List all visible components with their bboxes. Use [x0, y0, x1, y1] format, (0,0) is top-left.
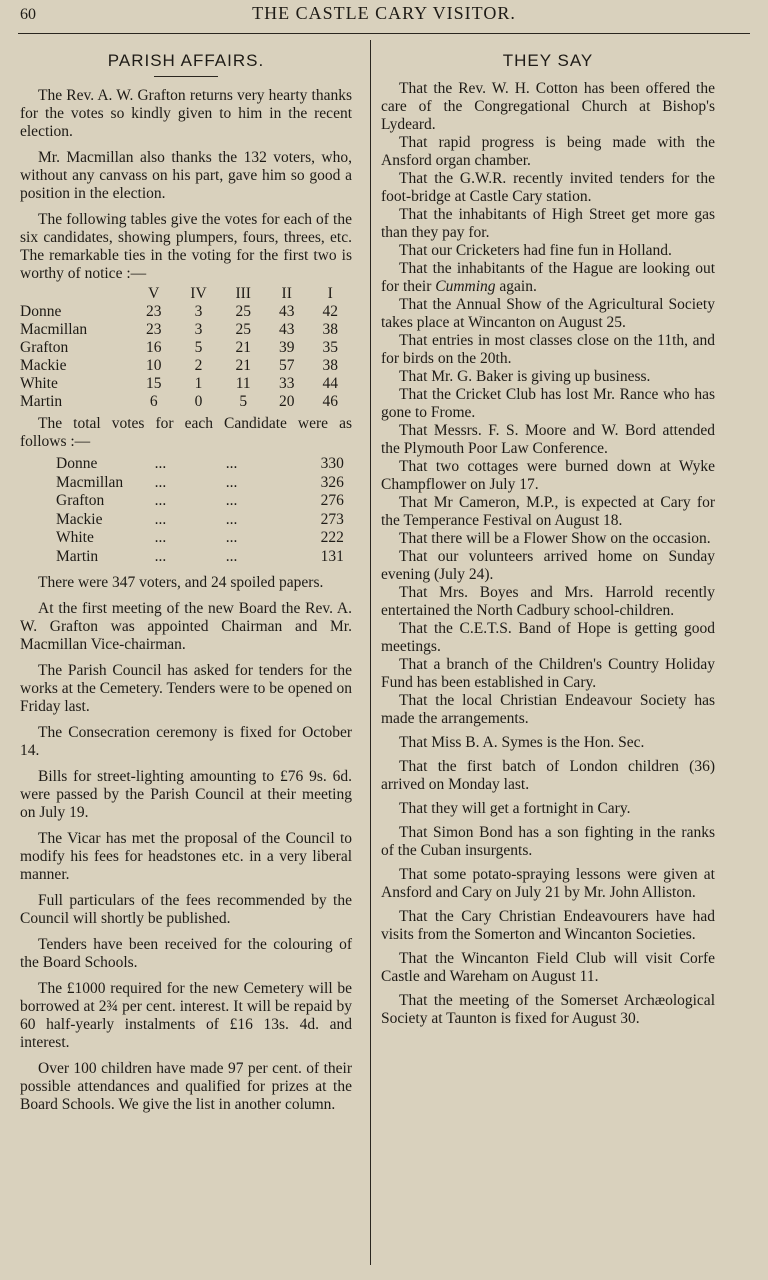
candidate-name: Macmillan	[20, 321, 88, 338]
candidate-name: Grafton	[56, 492, 105, 509]
votes-table	[20, 285, 352, 411]
paragraph: Bills for street-lighting amounting to £76 9s. 6d. were passed by the Parish Council at their meeting on July 19.	[20, 768, 352, 821]
they-say-item: That the Wincanton Field Club will visit Corfe Castle and Wareham on August 11.	[381, 950, 715, 985]
they-say-item: That a branch of the Children's Country Holiday Fund has been established in Cary.	[381, 656, 715, 691]
parish-affairs-column	[20, 48, 352, 1122]
total-votes: 330	[320, 455, 344, 472]
they-say-item: That there will be a Flower Show on the occasion.	[399, 530, 711, 547]
they-say-item: That Simon Bond has a son fighting in the ranks of the Cuban insurgents.	[381, 824, 715, 859]
vote-count: 43	[278, 303, 295, 320]
they-say-item: That Mrs. Boyes and Mrs. Harrold recently entertained the North Cadbury school-children.	[381, 584, 715, 619]
vote-count: 21	[235, 339, 251, 356]
total-votes: 326	[320, 473, 344, 491]
paragraph: Tenders have been received for the colouring of the Board Schools.	[20, 936, 352, 971]
they-say-item: That Mr Cameron, M.P., is expected at Cary for the Temperance Festival on August 18.	[381, 494, 715, 529]
paragraph: The Rev. A. W. Grafton returns very hearty thanks for the votes so kindly given to him in the recent election.	[20, 87, 352, 140]
total-row	[56, 474, 352, 493]
they-say-item: That they will get a fortnight in Cary.	[399, 800, 631, 817]
they-say-item: That our Cricketers had fine fun in Holland.	[399, 242, 672, 259]
leader-dots: ...	[154, 473, 167, 491]
leader-dots: ...	[154, 455, 167, 472]
leader-dots: ...	[154, 529, 167, 546]
leader-dots: ...	[154, 547, 167, 565]
totals-list	[56, 455, 352, 566]
total-votes: 222	[320, 529, 344, 546]
item-italic-text: Cumming	[435, 278, 496, 295]
paragraph: There were 347 voters, and 24 spoiled papers.	[38, 574, 324, 591]
vote-count: 11	[235, 375, 251, 392]
candidate-name: Martin	[56, 547, 99, 565]
leader-dots: ...	[225, 510, 238, 528]
vote-count: 35	[322, 339, 338, 356]
total-votes: 131	[320, 547, 344, 565]
they-say-item: That entries in most classes close on the 11th, and for birds on the 20th.	[381, 332, 715, 367]
candidate-name: Grafton	[20, 339, 69, 356]
header-rule	[18, 33, 750, 34]
they-say-item: That the local Christian Endeavour Society has made the arrangements.	[381, 692, 715, 727]
paragraph: The Parish Council has asked for tenders for the works at the Cemetery. Tenders were to be opened on Friday last.	[20, 662, 352, 715]
total-votes: 273	[320, 510, 344, 528]
they-say-heading: THEY SAY	[502, 51, 594, 70]
paragraph: Over 100 children have made 97 per cent. of their possible attendances and qualified for prizes at the Board Schools. We give the list in another column.	[20, 1060, 352, 1113]
they-say-item: That the C.E.T.S. Band of Hope is getting good meetings.	[381, 620, 715, 655]
paragraph: The £1000 required for the new Cemetery will be borrowed at 2¾ per cent. interest. It will be repaid by 60 half-yearly instalments of £16 13s. 4d. and interest.	[20, 980, 352, 1051]
votes-row	[20, 393, 352, 411]
column-header: V	[148, 285, 160, 302]
total-row	[56, 455, 352, 474]
they-say-column	[381, 48, 715, 1028]
they-say-item: That our volunteers arrived home on Sunday evening (July 24).	[381, 548, 715, 583]
vote-count: 5	[194, 339, 203, 356]
they-say-item: That the first batch of London children (36) arrived on Monday last.	[381, 758, 715, 793]
vote-count: 2	[194, 357, 203, 374]
publication-title: THE CASTLE CARY VISITOR.	[252, 3, 516, 23]
candidate-name: Mackie	[20, 357, 67, 374]
page-header	[0, 0, 768, 40]
page-number: 60	[20, 6, 36, 23]
they-say-item: That the Cary Christian Endeavourers have had visits from the Somerton and Wincanton Societies.	[381, 908, 715, 943]
leader-dots: ...	[154, 492, 167, 509]
candidate-name: Donne	[56, 455, 98, 472]
leader-dots: ...	[225, 473, 238, 491]
vote-count: 46	[322, 393, 338, 410]
paragraph: The Consecration ceremony is fixed for October 14.	[20, 724, 352, 759]
leader-dots: ...	[225, 529, 238, 546]
vote-count: 44	[322, 375, 338, 392]
candidate-name: White	[20, 375, 58, 392]
vote-count: 1	[194, 375, 203, 392]
vote-count: 57	[278, 357, 295, 374]
parish-affairs-heading: PARISH AFFAIRS.	[107, 51, 265, 70]
leader-dots: ...	[225, 547, 238, 565]
vote-count: 6	[149, 393, 158, 410]
votes-row	[20, 321, 352, 339]
total-row	[56, 529, 352, 548]
vote-count: 20	[278, 393, 295, 410]
they-say-item: That the Rev. W. H. Cotton has been offered the care of the Congregational Church at Bishop's Lydeard.	[381, 80, 715, 133]
they-say-item: That the Cricket Club has lost Mr. Rance who has gone to Frome.	[381, 386, 715, 421]
they-say-item: That rapid progress is being made with the Ansford organ chamber.	[381, 134, 715, 169]
vote-count: 25	[235, 321, 251, 338]
vote-count: 42	[322, 303, 338, 320]
candidate-name: Macmillan	[56, 473, 124, 491]
item-text: again.	[495, 278, 537, 295]
column-header: II	[281, 285, 292, 302]
column-header: III	[235, 285, 251, 302]
they-say-item	[381, 260, 715, 296]
candidate-name: Martin	[20, 393, 63, 410]
they-say-item: That the Annual Show of the Agricultural Society takes place at Wincanton on August 25.	[381, 296, 715, 331]
candidate-name: White	[56, 529, 94, 546]
vote-count: 5	[239, 393, 248, 410]
they-say-item: That Miss B. A. Symes is the Hon. Sec.	[399, 734, 645, 751]
votes-row	[20, 303, 352, 321]
they-say-item: That the inhabitants of High Street get more gas than they pay for.	[381, 206, 715, 241]
votes-row	[20, 375, 352, 393]
vote-count: 33	[278, 375, 295, 392]
vote-count: 0	[194, 393, 203, 410]
paragraph: The following tables give the votes for each of the six candidates, showing plumpers, fours, threes, etc. The remarkable ties in the voting for the first two is worthy of notice :—	[20, 211, 352, 282]
they-say-item: That the meeting of the Somerset Archæological Society at Taunton is fixed for August 30.	[381, 992, 715, 1027]
they-say-item: That Messrs. F. S. Moore and W. Bord attended the Plymouth Poor Law Conference.	[381, 422, 715, 457]
they-say-item: That Mr. G. Baker is giving up business.	[399, 368, 651, 385]
vote-count: 23	[146, 321, 162, 338]
vote-count: 38	[322, 357, 338, 374]
votes-header-row	[20, 285, 352, 303]
paragraph: At the first meeting of the new Board the Rev. A. W. Grafton was appointed Chairman and Mr. Macmillan Vice-chairman.	[20, 600, 352, 653]
paragraph: The total votes for each Candidate were as follows :—	[20, 415, 352, 450]
votes-row	[20, 339, 352, 357]
they-say-item: That some potato-spraying lessons were given at Ansford and Cary on July 21 by Mr. John Alliston.	[381, 866, 715, 901]
candidate-name: Mackie	[56, 510, 103, 528]
leader-dots: ...	[154, 510, 167, 528]
total-votes: 276	[320, 492, 344, 509]
vote-count: 21	[235, 357, 251, 374]
candidate-name: Donne	[20, 303, 62, 320]
vote-count: 25	[235, 303, 251, 320]
vote-count: 15	[146, 375, 162, 392]
vote-count: 38	[322, 321, 338, 338]
column-header: IV	[190, 285, 207, 302]
vote-count: 3	[194, 303, 203, 320]
heading-rule	[154, 76, 218, 77]
vote-count: 23	[146, 303, 162, 320]
leader-dots: ...	[225, 492, 238, 509]
paragraph: Full particulars of the fees recommended by the Council will shortly be published.	[20, 892, 352, 927]
they-say-item: That the G.W.R. recently invited tenders for the foot-bridge at Castle Cary station.	[381, 170, 715, 205]
votes-row	[20, 357, 352, 375]
column-divider	[370, 40, 371, 1265]
total-row	[56, 548, 352, 567]
vote-count: 43	[278, 321, 295, 338]
paragraph: The Vicar has met the proposal of the Council to modify his fees for headstones etc. in a very liberal manner.	[20, 830, 352, 883]
total-row	[56, 511, 352, 530]
total-row	[56, 492, 352, 511]
item-text: That the inhabitants of the Hague are looking out for their	[381, 260, 715, 295]
vote-count: 10	[146, 357, 162, 374]
column-header: I	[327, 285, 333, 302]
leader-dots: ...	[225, 455, 238, 472]
they-say-item: That two cottages were burned down at Wyke Champflower on July 17.	[381, 458, 715, 493]
vote-count: 3	[194, 321, 203, 338]
vote-count: 39	[278, 339, 295, 356]
vote-count: 16	[146, 339, 162, 356]
paragraph: Mr. Macmillan also thanks the 132 voters, who, without any canvass on his part, gave him so good a position in the election.	[20, 149, 352, 202]
